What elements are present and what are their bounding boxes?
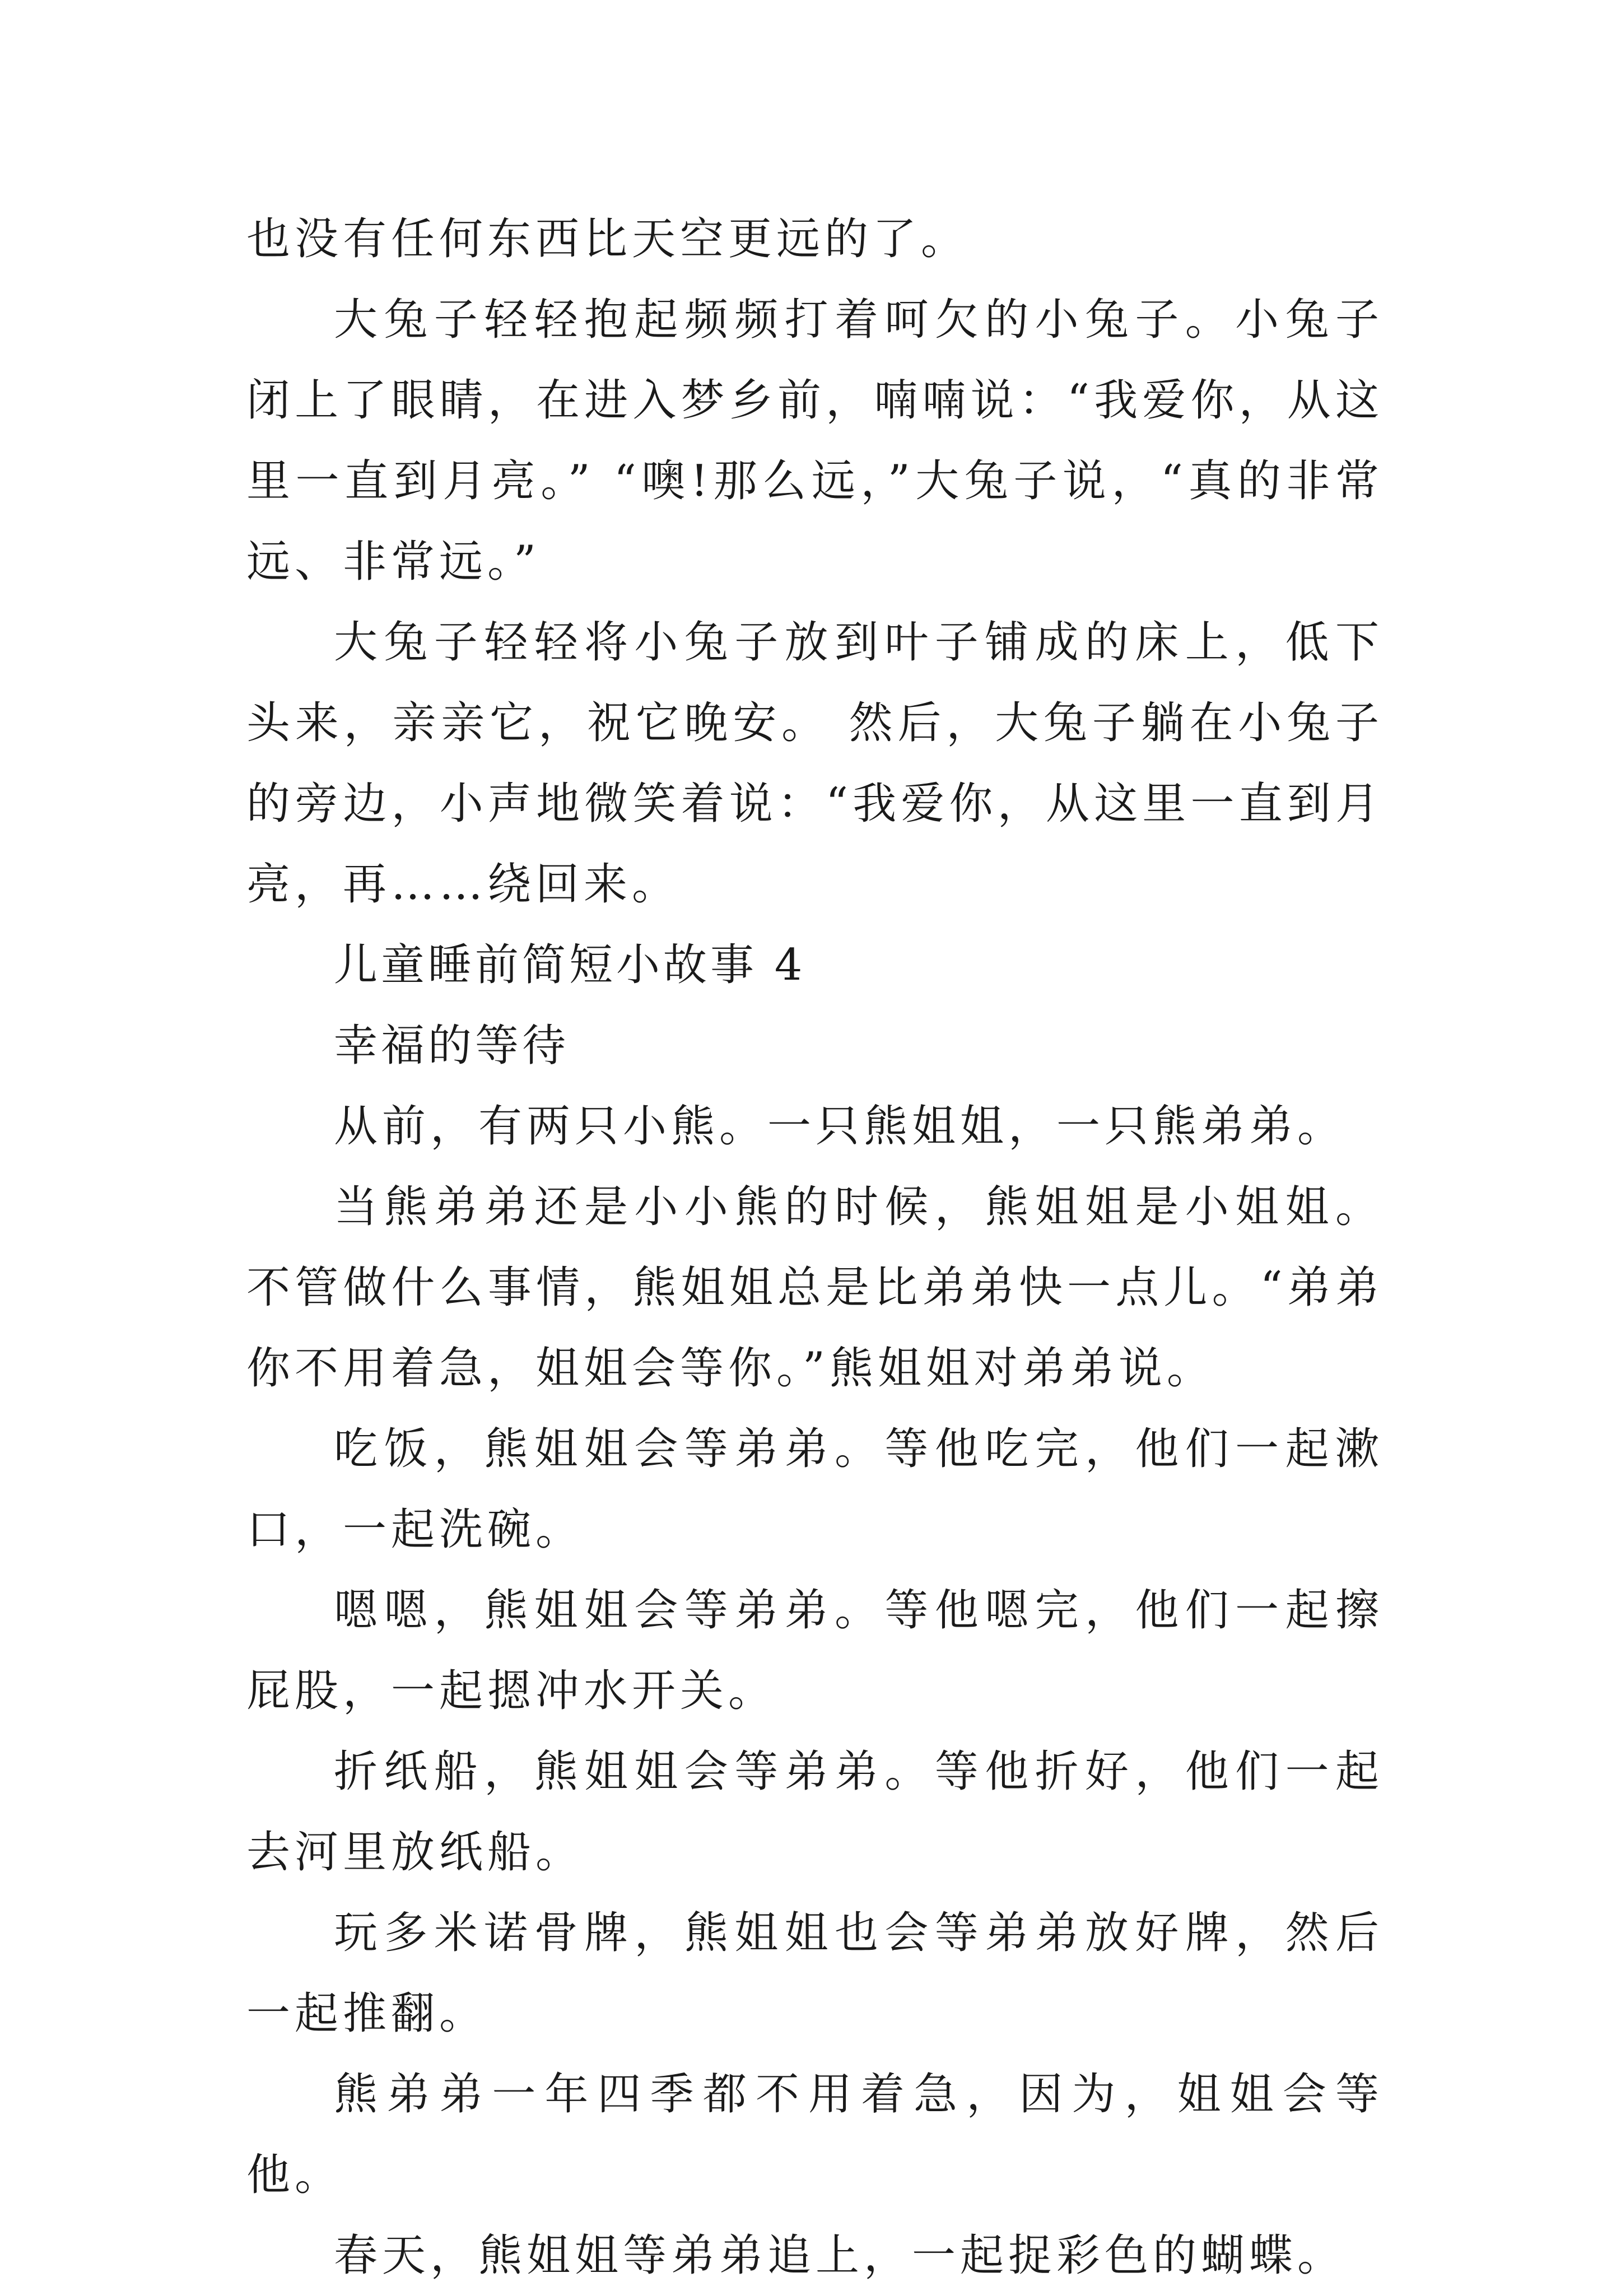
paragraph-12: 熊弟弟一年四季都不用着急，因为，姐姐会等他。 bbox=[246, 2069, 1384, 2200]
paragraph-1: 也没有任何东西比天空更远的了。 bbox=[246, 214, 970, 264]
paragraph-13: 春天，熊姐姐等弟弟追上，一起捉彩色的蝴蝶。 bbox=[334, 2230, 1346, 2281]
paragraph-10: 折纸船，熊姐姐会等弟弟。等他折好，他们一起去河里放纸船。 bbox=[246, 1747, 1384, 1878]
paragraph-6: 从前，有两只小熊。一只熊姐姐，一只熊弟弟。 bbox=[334, 1101, 1346, 1152]
paragraph-9: 嗯嗯，熊姐姐会等弟弟。等他嗯完，他们一起擦屁股，一起摁冲水开关。 bbox=[246, 1585, 1384, 1716]
paragraph-3: 大兔子轻轻将小兔子放到叶子铺成的床上，低下头来，亲亲它，祝它晚安。 然后，大兔子躺在小兔子的旁边，小声地微笑着说：“我爱你，从这里一直到月亮，再……绕回来。 bbox=[246, 617, 1384, 910]
story-subtitle: 幸福的等待 bbox=[334, 1021, 570, 1071]
document-body bbox=[246, 199, 1384, 2296]
paragraph-2: 大兔子轻轻抱起频频打着呵欠的小兔子。小兔子闭上了眼睛，在进入梦乡前，喃喃说：“我爱你，从这里一直到月亮。” “噢!那么远，”大兔子说，“真的非常远、非常远。” bbox=[246, 295, 1384, 587]
story-title: 儿童睡前简短小故事 4 bbox=[334, 940, 806, 990]
paragraph-8: 吃饭，熊姐姐会等弟弟。等他吃完，他们一起漱口，一起洗碗。 bbox=[246, 1424, 1384, 1555]
paragraph-7: 当熊弟弟还是小小熊的时候，熊姐姐是小姐姐。不管做什么事情，熊姐姐总是比弟弟快一点儿。“弟弟你不用着急，姐姐会等你。”熊姐姐对弟弟说。 bbox=[246, 1182, 1384, 1394]
paragraph-11: 玩多米诺骨牌，熊姐姐也会等弟弟放好牌，然后一起推翻。 bbox=[246, 1908, 1384, 2039]
